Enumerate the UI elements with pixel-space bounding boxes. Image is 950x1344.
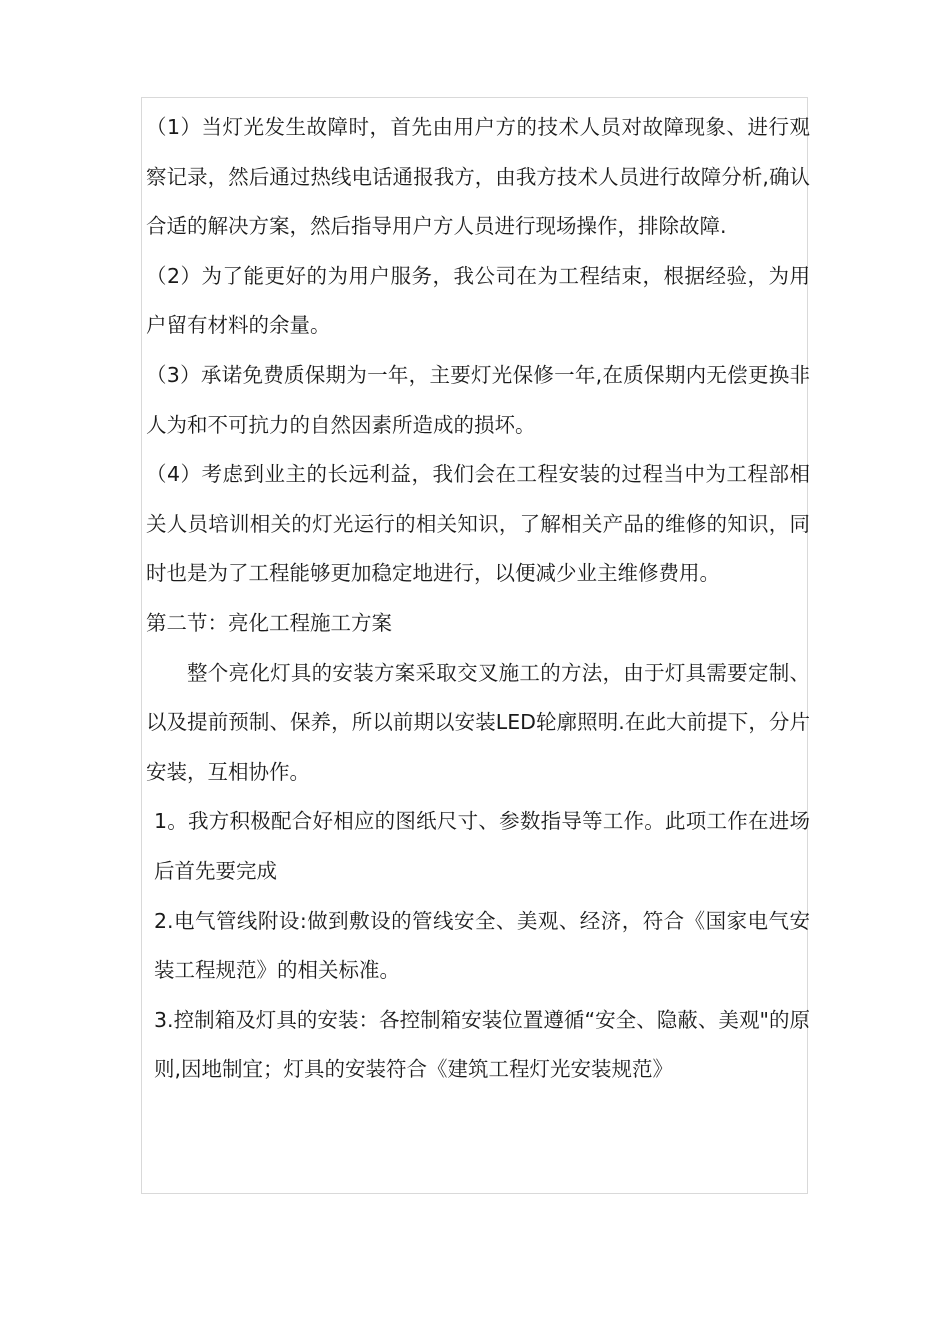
paragraph-warranty-1: （1）当灯光发生故障时，首先由用户方的技术人员对故障现象、进行观察记录，然后通过热线电话通报我方，由我方技术人员进行故障分析,确认合适的解决方案，然后指导用户方人员进行现场操作，排除故障. bbox=[146, 115, 810, 239]
section-heading: 第二节：亮化工程施工方案 bbox=[146, 610, 392, 635]
paragraph-warranty-3: （3）承诺免费质保期为一年，主要灯光保修一年,在质保期内无偿更换非人为和不可抗力的自然因素所造成的损坏。 bbox=[146, 362, 810, 437]
list-item-2: 2.电气管线附设:做到敷设的管线安全、美观、经济，符合《国家电气安装工程规范》的相关标准。 bbox=[154, 908, 810, 983]
document-body bbox=[146, 103, 810, 1095]
paragraph-plan-intro: 整个亮化灯具的安装方案采取交叉施工的方法，由于灯具需要定制、以及提前预制、保养，所以前期以安装LED轮廓照明.在此大前提下，分片安装，互相协作。 bbox=[146, 660, 810, 784]
paragraph-warranty-4: （4）考虑到业主的长远利益，我们会在工程安装的过程当中为工程部相关人员培训相关的灯光运行的相关知识，了解相关产品的维修的知识，同时也是为了工程能够更加稳定地进行，以便减少业主维修费用。 bbox=[146, 462, 810, 586]
paragraph-warranty-2: （2）为了能更好的为用户服务，我公司在为工程结束，根据经验，为用户留有材料的余量。 bbox=[146, 263, 810, 338]
list-item-3: 3.控制箱及灯具的安装：各控制箱安装位置遵循“安全、隐蔽、美观"的原则,因地制宜；灯具的安装符合《建筑工程灯光安装规范》 bbox=[154, 1007, 810, 1082]
list-item-1: 1。我方积极配合好相应的图纸尺寸、参数指导等工作。此项工作在进场后首先要完成 bbox=[154, 809, 810, 883]
